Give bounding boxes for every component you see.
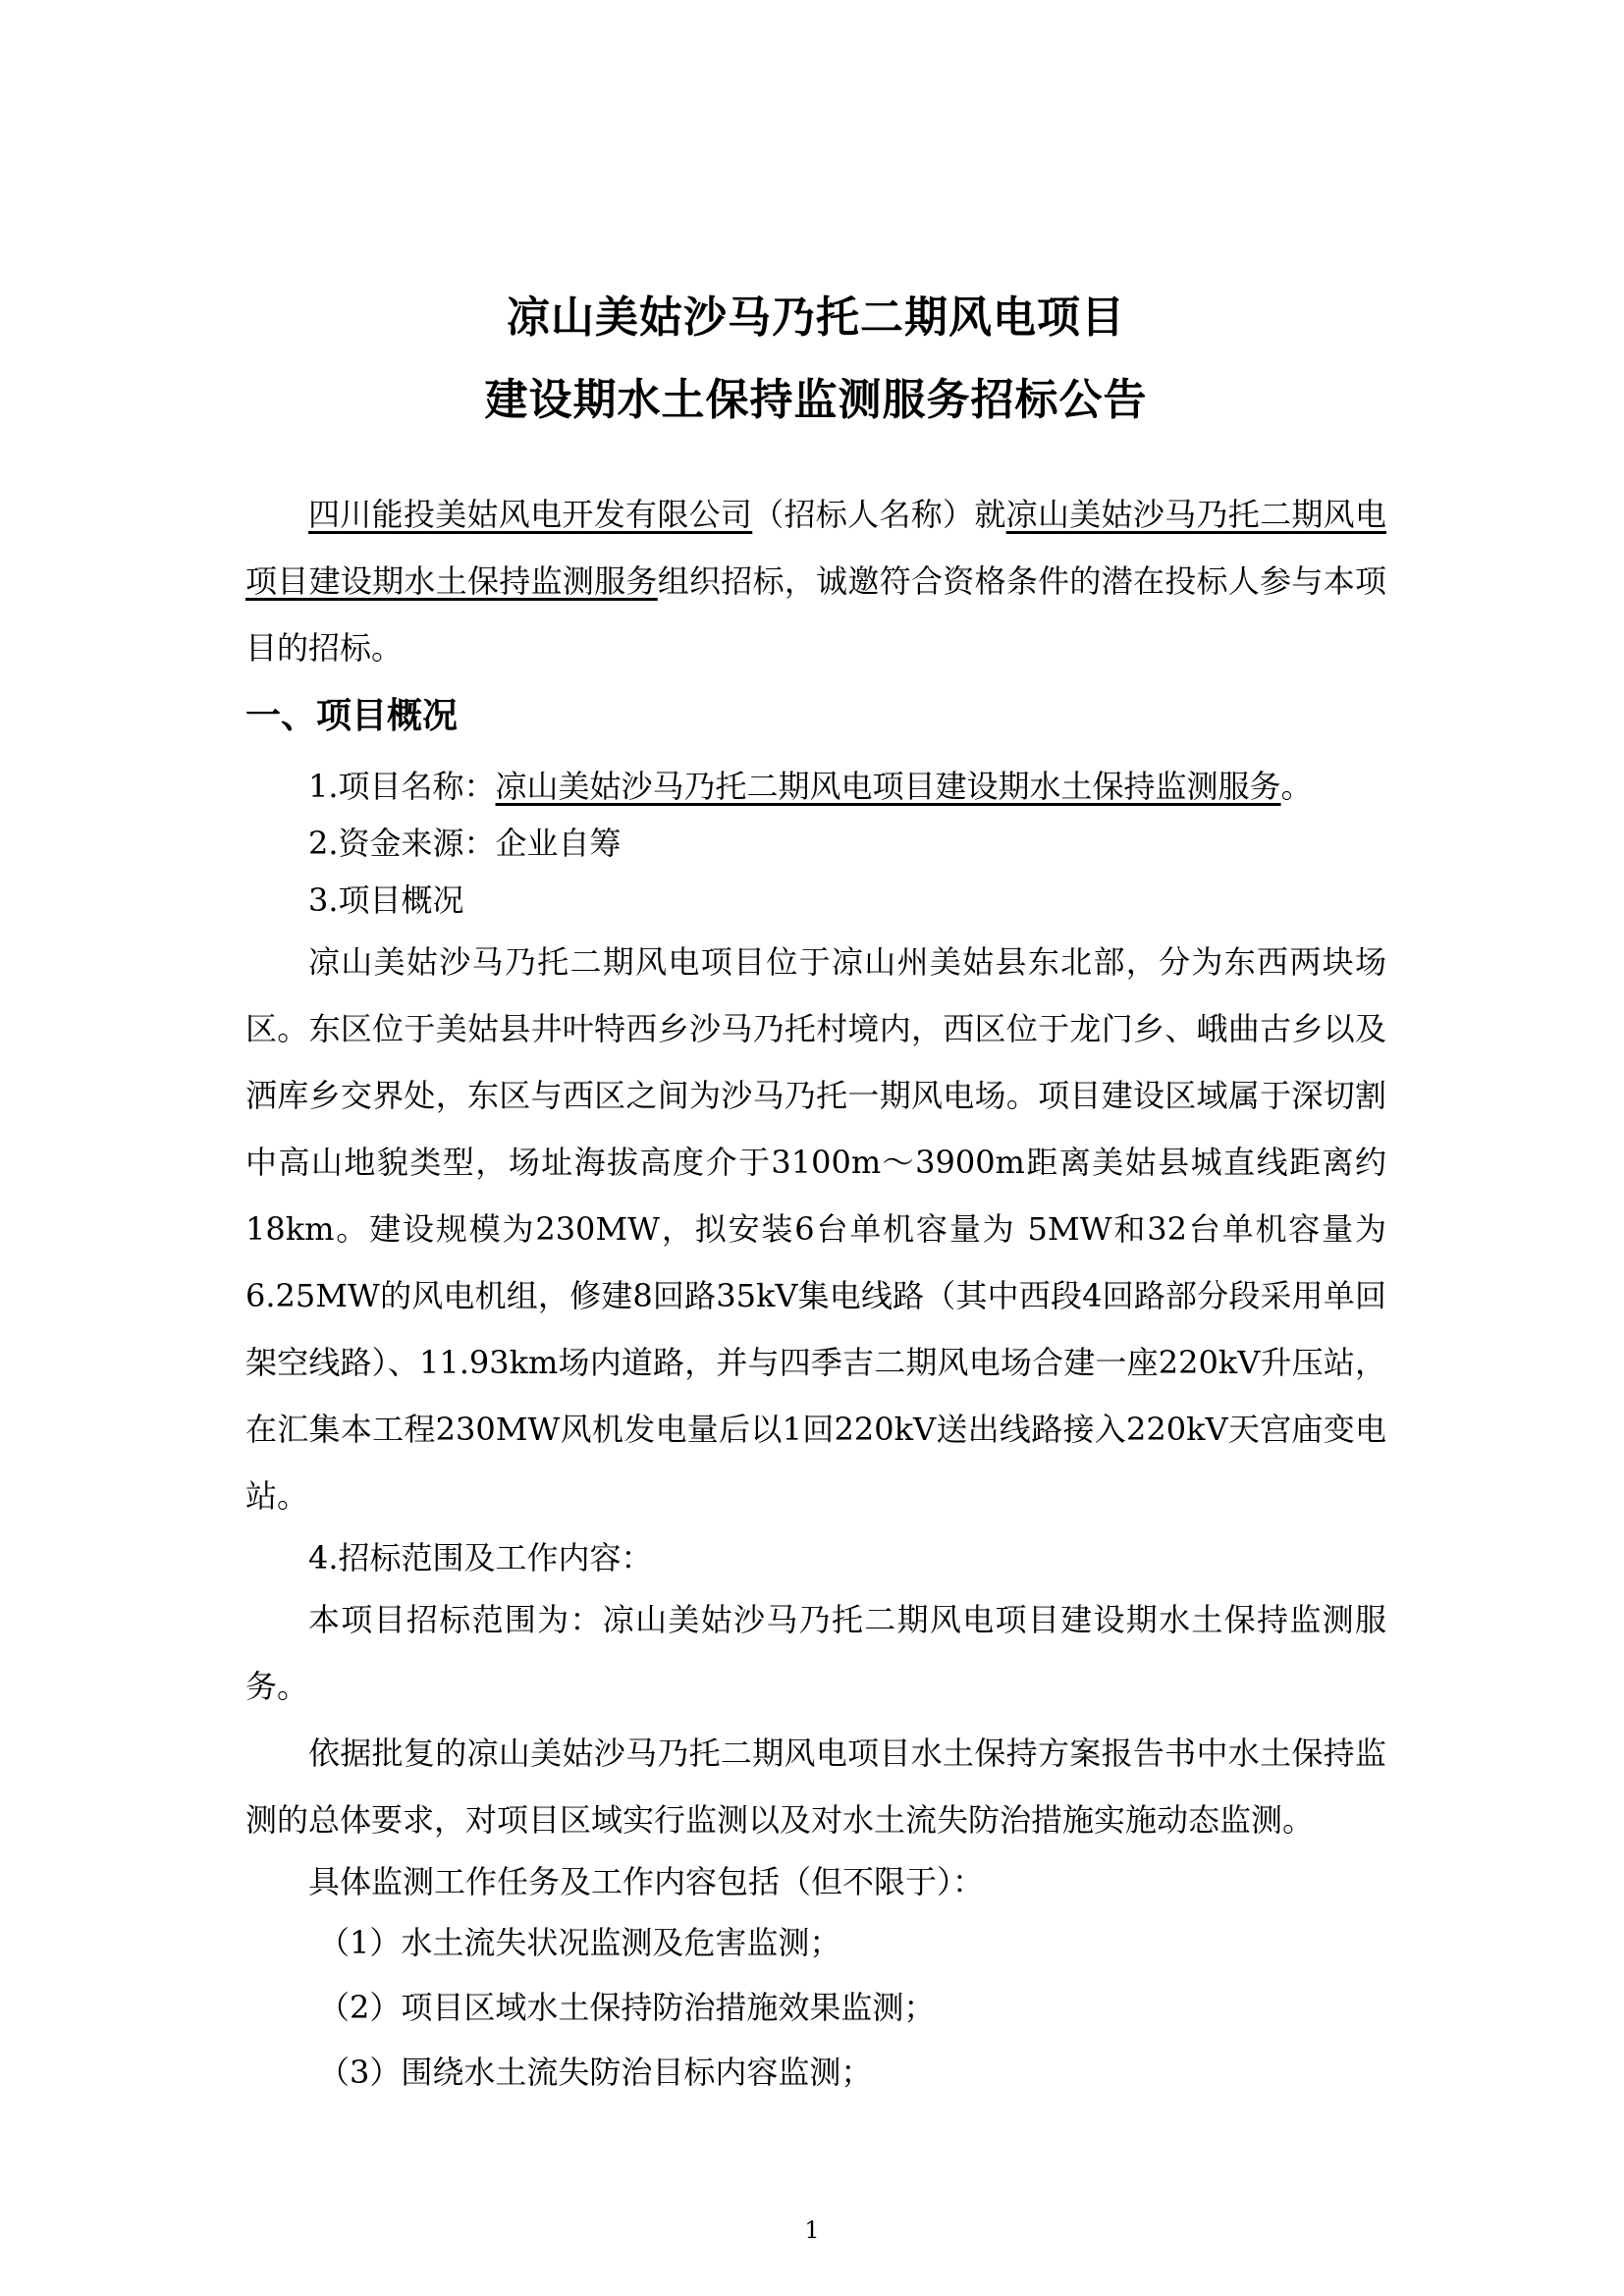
- project-overview-paragraph: 凉山美姑沙马乃托二期风电项目位于凉山州美姑县东北部，分为东西两块场区。东区位于美姑县井叶特西乡沙马乃托村境内，西区位于龙门乡、峨曲古乡以及洒库乡交界处，东区与西区之间为沙马乃托一期风电场。项目建设区域属于深切割中高山地貌类型，场址海拔高度介于3100m～3900m距离美姑县城直线距离约18km。建设规模为230MW，拟安装6台单机容量为 5MW和32台单机容量为6.25MW的风电机组，修建8回路35kV集电线路（其中西段4回路部分段采用单回架空线路）、11.93km场内道路，并与四季吉二期风电场合建一座220kV升压站，在汇集本工程230MW风机发电量后以1回220kV送出线路接入220kV天宫庙变电站。: [245, 943, 1386, 1515]
- task-item: （1）水土流失状况监测及危害监测；: [318, 1924, 841, 1961]
- basis-paragraph: 依据批复的凉山美姑沙马乃托二期风电项目水土保持方案报告书中水土保持监测的总体要求，对项目区域实行监测以及对水土流失防治措施实施动态监测。: [245, 1735, 1386, 1839]
- intro-rest: 组织招标，诚邀符合资格条件的潜在投标人参与本项目的招标。: [245, 562, 1386, 667]
- section-heading-project-overview: 一、项目概况: [245, 696, 459, 736]
- intro-paragraph: [245, 481, 1386, 681]
- document-title-line2: 建设期水土保持监测服务招标公告: [484, 375, 1148, 425]
- task-item: （3）围绕水土流失防治目标内容监测；: [318, 2054, 873, 2091]
- task-item: （2）项目区域水土保持防治措施效果监测；: [318, 1989, 936, 2026]
- item-project-overview-label: 3.项目概况: [308, 881, 464, 919]
- document-title-line1: 凉山美姑沙马乃托二期风电项目: [507, 293, 1125, 343]
- item-project-name-label: 1.项目名称：: [308, 768, 496, 805]
- scope-paragraph: 本项目招标范围为：凉山美姑沙马乃托二期风电项目建设期水土保持监测服务。: [245, 1601, 1386, 1705]
- intro-project-name: 凉山美姑沙马乃托二期风电项目建设期水土保持监测服务: [245, 496, 1386, 600]
- tenderer-name: 四川能投美姑风电开发有限公司: [308, 496, 753, 533]
- item-project-name-end: 。: [1280, 768, 1313, 805]
- item-project-name-value: 凉山美姑沙马乃托二期风电项目建设期水土保持监测服务: [495, 768, 1281, 805]
- item-scope-label: 4.招标范围及工作内容：: [308, 1539, 653, 1576]
- tenderer-label: （招标人名称）就: [752, 496, 1006, 533]
- item-project-name: [245, 758, 1386, 815]
- tasks-intro: 具体监测工作任务及工作内容包括（但不限于）：: [308, 1863, 985, 1900]
- item-funding-source: 2.资金来源：企业自筹: [308, 825, 622, 862]
- page-number: 1: [804, 2216, 820, 2244]
- document-page: [245, 277, 1386, 2105]
- title-block: [245, 277, 1386, 442]
